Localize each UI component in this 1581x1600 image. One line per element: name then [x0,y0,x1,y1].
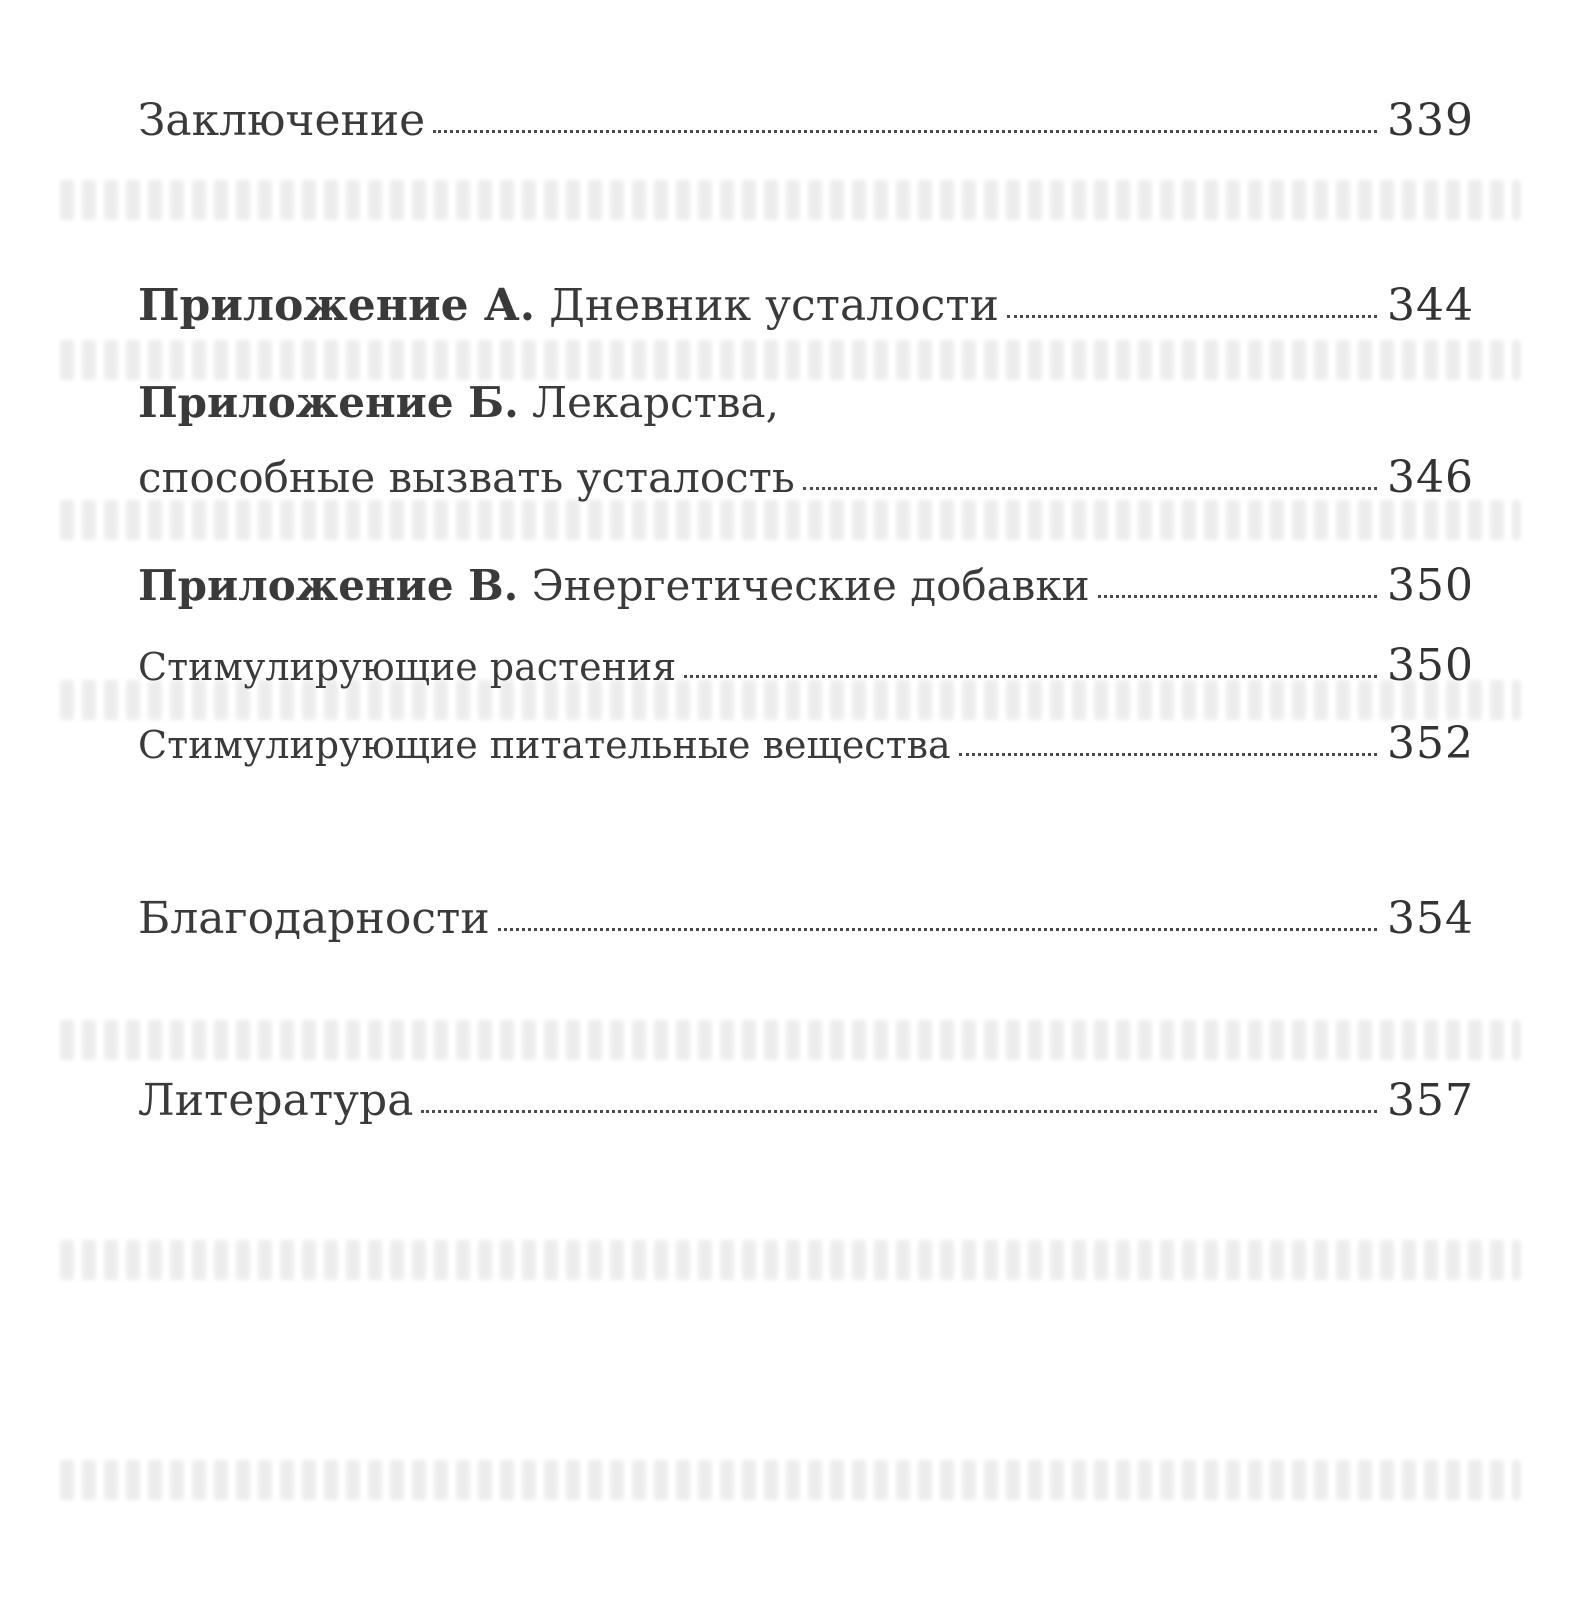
toc-page-number: 352 [1387,718,1474,769]
toc-title-text: способные вызвать усталость [138,453,795,502]
toc-entry-stim-nutrients[interactable] [138,718,1474,769]
toc-page-number: 357 [1387,1075,1474,1126]
toc-title-text: Дневник усталости [549,280,999,331]
dot-leader [421,1110,1377,1113]
dot-leader [498,928,1377,931]
toc-entry-appendix-b[interactable] [138,452,1474,503]
toc-page-number: 344 [1387,280,1474,331]
toc-title: Благодарности [138,893,490,944]
dot-leader [803,487,1377,490]
toc-title: Литература [138,1075,414,1126]
show-through-line [60,1240,1521,1280]
toc-page-number: 350 [1387,560,1474,611]
show-through-line [60,1460,1521,1500]
dot-leader [959,753,1377,756]
toc-title-text: Стимулирующие растения [138,645,677,689]
dot-leader [684,675,1377,678]
show-through-line [60,340,1521,380]
toc-title-text: Стимулирующие питательные вещества [138,723,951,767]
dot-leader [1007,315,1377,318]
dot-leader [1098,595,1377,598]
toc-entry-conclusion[interactable] [138,95,1474,146]
toc-page-number: 350 [1387,640,1474,691]
show-through-line [60,1020,1521,1060]
toc-entry-acknowledgements[interactable] [138,893,1474,944]
toc-entry-appendix-b-line1[interactable] [138,378,779,427]
toc-entry-stim-plants[interactable] [138,640,1474,691]
toc-entry-appendix-a[interactable] [138,280,1474,331]
toc-title-text: Лекарства, [532,378,779,427]
toc-label: Приложение Б. [138,378,519,427]
show-through-line [60,180,1521,220]
toc-page-number: 346 [1387,452,1474,503]
toc-label: Приложение А. [138,280,536,331]
toc-title-text: Энергетические добавки [531,561,1090,610]
toc-title [138,561,1090,610]
toc-title [138,280,999,331]
toc-label: Приложение В. [138,561,519,610]
show-through-line [60,500,1521,540]
toc-page-number: 339 [1387,95,1474,146]
toc-entry-appendix-v[interactable] [138,560,1474,611]
toc-title: Заключение [138,95,426,146]
toc-entry-literature[interactable] [138,1075,1474,1126]
toc-page-number: 354 [1387,893,1474,944]
dot-leader [433,130,1377,133]
